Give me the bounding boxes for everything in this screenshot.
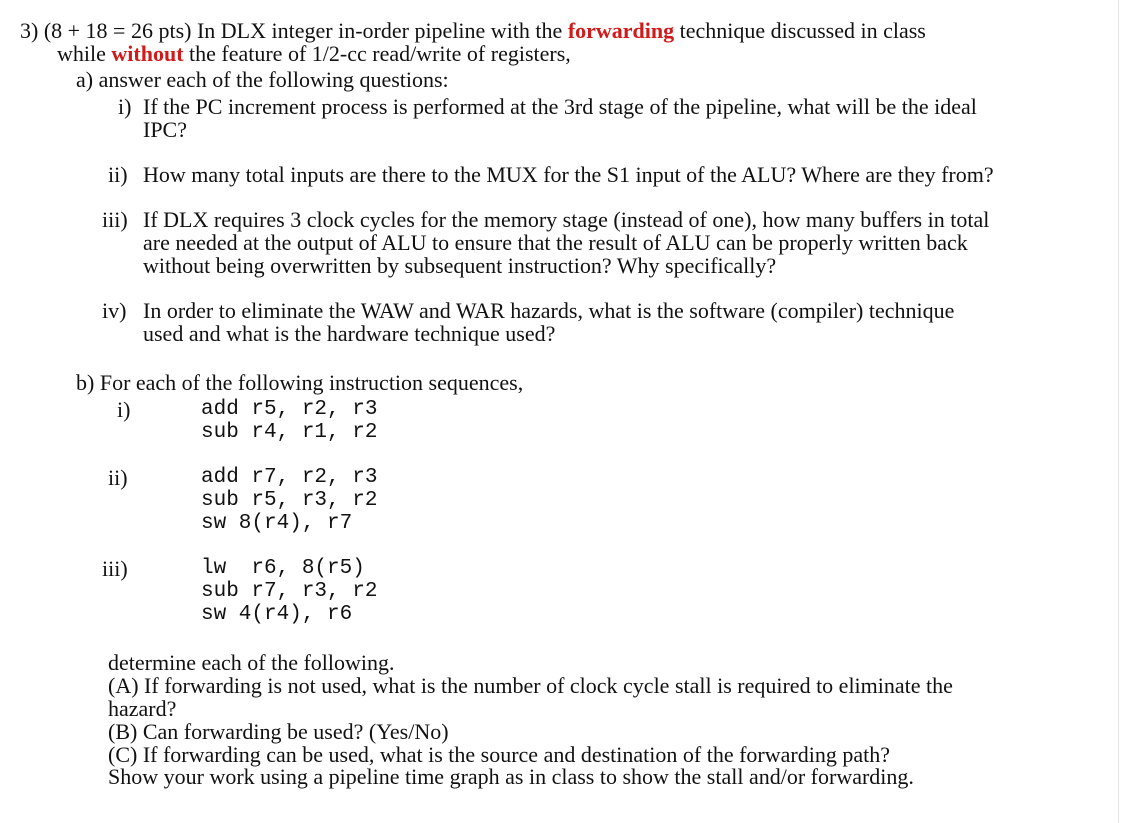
sequence-i-code-line-1: add r5, r2, r3 bbox=[201, 398, 378, 421]
sequence-ii-code-line-2: sub r5, r3, r2 bbox=[201, 489, 378, 512]
part-a-item-iii-line-1: If DLX requires 3 clock cycles for the memory stage (instead of one), how many buffers in total bbox=[143, 207, 990, 232]
determine-line-4: (B) Can forwarding be used? (Yes/No) bbox=[108, 719, 449, 744]
part-a-item-iv-line-2: used and what is the hardware technique used? bbox=[143, 321, 556, 346]
question-intro-text: In DLX integer in-order pipeline with the bbox=[196, 18, 563, 43]
part-a-item-ii-line-1: How many total inputs are there to the MUX for the S1 input of the ALU? Where are they from? bbox=[143, 162, 994, 187]
sequence-i-code-line-2: sub r4, r1, r2 bbox=[201, 421, 378, 444]
question-intro-text-3: while bbox=[57, 41, 106, 66]
part-a-item-iv-label: iv) bbox=[102, 298, 127, 323]
part-a-text: answer each of the following questions: bbox=[98, 67, 449, 92]
determine-line-6: Show your work using a pipeline time graph as in class to show the stall and/or forwarding. bbox=[108, 764, 914, 789]
sequence-i-label: i) bbox=[117, 397, 131, 422]
sequence-ii-label: ii) bbox=[108, 465, 128, 490]
determine-line-3: hazard? bbox=[108, 696, 177, 721]
determine-line-5: (C) If forwarding can be used, what is the source and destination of the forwarding path? bbox=[108, 742, 890, 767]
part-b-header bbox=[76, 371, 523, 394]
question-number: 3) bbox=[20, 18, 39, 43]
sequence-iii-code-line-3: sw 4(r4), r6 bbox=[201, 603, 353, 626]
part-a-header bbox=[76, 68, 449, 91]
part-a-item-iii-line-3: without being overwritten by subsequent instruction? Why specifically? bbox=[143, 253, 777, 278]
question-points: (8 + 18 = 26 pts) bbox=[43, 18, 192, 43]
part-a-item-iii-label: iii) bbox=[102, 207, 128, 232]
page-right-border bbox=[1118, 0, 1119, 823]
sequence-iii-code-line-2: sub r7, r3, r2 bbox=[201, 580, 378, 603]
part-a-item-iv-line-1: In order to eliminate the WAW and WAR hazards, what is the software (compiler) technique bbox=[143, 298, 955, 323]
part-a-item-iii-line-2: are needed at the output of ALU to ensure that the result of ALU can be properly written back bbox=[143, 230, 968, 255]
without-highlight: without bbox=[111, 41, 184, 66]
part-a-item-ii-label: ii) bbox=[108, 162, 128, 187]
sequence-iii-label: iii) bbox=[102, 556, 128, 581]
question-intro-text-2: technique discussed in class bbox=[679, 18, 926, 43]
determine-line-2: (A) If forwarding is not used, what is the number of clock cycle stall is required to eliminate the bbox=[108, 673, 953, 698]
determine-line-1: determine each of the following. bbox=[108, 650, 395, 675]
forwarding-highlight: forwarding bbox=[567, 18, 675, 43]
part-b-text: For each of the following instruction sequences, bbox=[99, 370, 524, 395]
question-header-line-1 bbox=[20, 19, 926, 42]
part-a-item-i-line-2: IPC? bbox=[143, 117, 187, 142]
part-b-label: b) bbox=[76, 370, 95, 395]
sequence-ii-code-line-3: sw 8(r4), r7 bbox=[201, 512, 353, 535]
part-a-item-i-line-1: If the PC increment process is performed at the 3rd stage of the pipeline, what will be the ideal bbox=[143, 94, 977, 119]
sequence-iii-code-line-1: lw r6, 8(r5) bbox=[201, 557, 365, 580]
question-intro-text-4: the feature of 1/2-cc read/write of registers, bbox=[189, 41, 571, 66]
sequence-ii-code-line-1: add r7, r2, r3 bbox=[201, 466, 378, 489]
part-a-label: a) bbox=[76, 67, 94, 92]
question-header-line-2 bbox=[57, 42, 571, 65]
part-a-item-i-label: i) bbox=[118, 94, 132, 119]
